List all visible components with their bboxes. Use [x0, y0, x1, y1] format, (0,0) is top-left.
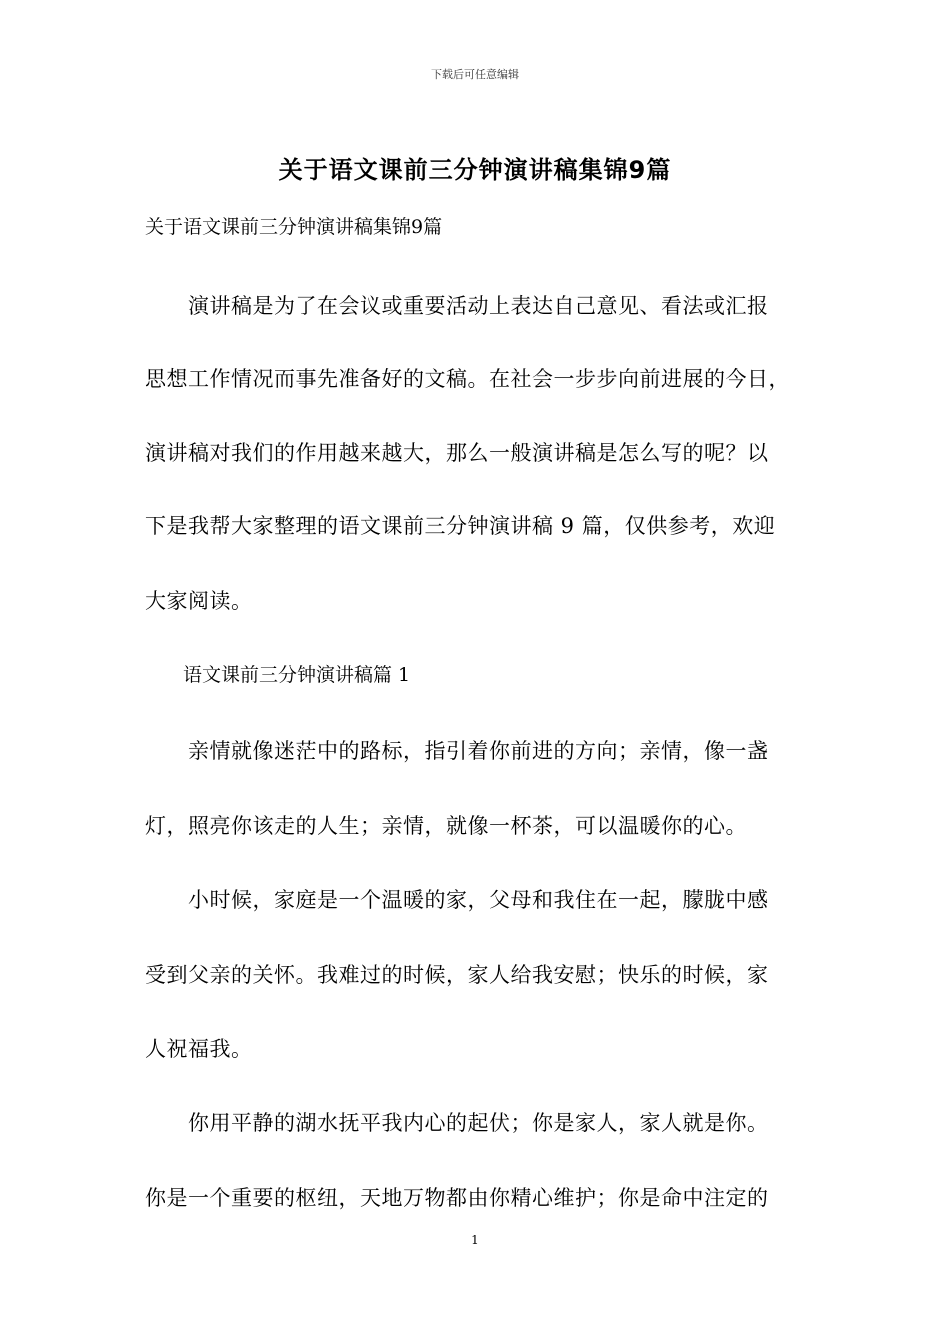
paragraph-line: 演讲稿是为了在会议或重要活动上表达自己意见、看法或汇报	[145, 294, 769, 318]
paragraph-line: 小时候，家庭是一个温暖的家，父母和我住在一起，朦胧中感	[145, 888, 769, 912]
paragraph-line: 你用平静的湖水抚平我内心的起伏；你是家人，家人就是你。	[145, 1111, 769, 1135]
paragraph-line: 演讲稿对我们的作用越来越大，那么一般演讲稿是怎么写的呢？以	[145, 441, 769, 465]
section-heading: 语文课前三分钟演讲稿篇 1	[145, 664, 411, 686]
page-number: 1	[471, 1233, 479, 1247]
paragraph-line: 人祝福我。	[145, 1037, 253, 1061]
paragraph-line: 你是一个重要的枢纽，天地万物都由你精心维护；你是命中注定的	[145, 1186, 769, 1210]
header-note: 下载后可任意编辑	[431, 68, 519, 81]
paragraph-line: 下是我帮大家整理的语文课前三分钟演讲稿 9 篇，仅供参考，欢迎	[145, 514, 776, 538]
document-subtitle: 关于语文课前三分钟演讲稿集锦9篇	[145, 216, 443, 238]
paragraph-line: 灯，照亮你该走的人生；亲情，就像一杯茶，可以温暖你的心。	[145, 814, 747, 838]
document-title: 关于语文课前三分钟演讲稿集锦9篇	[278, 156, 672, 184]
paragraph-line: 受到父亲的关怀。我难过的时候，家人给我安慰；快乐的时候，家	[145, 963, 769, 987]
paragraph-line: 亲情就像迷茫中的路标，指引着你前进的方向；亲情，像一盏	[145, 739, 769, 763]
paragraph-line: 思想工作情况而事先准备好的文稿。在社会一步步向前进展的今日，	[145, 367, 790, 391]
paragraph-line: 大家阅读。	[145, 589, 253, 613]
